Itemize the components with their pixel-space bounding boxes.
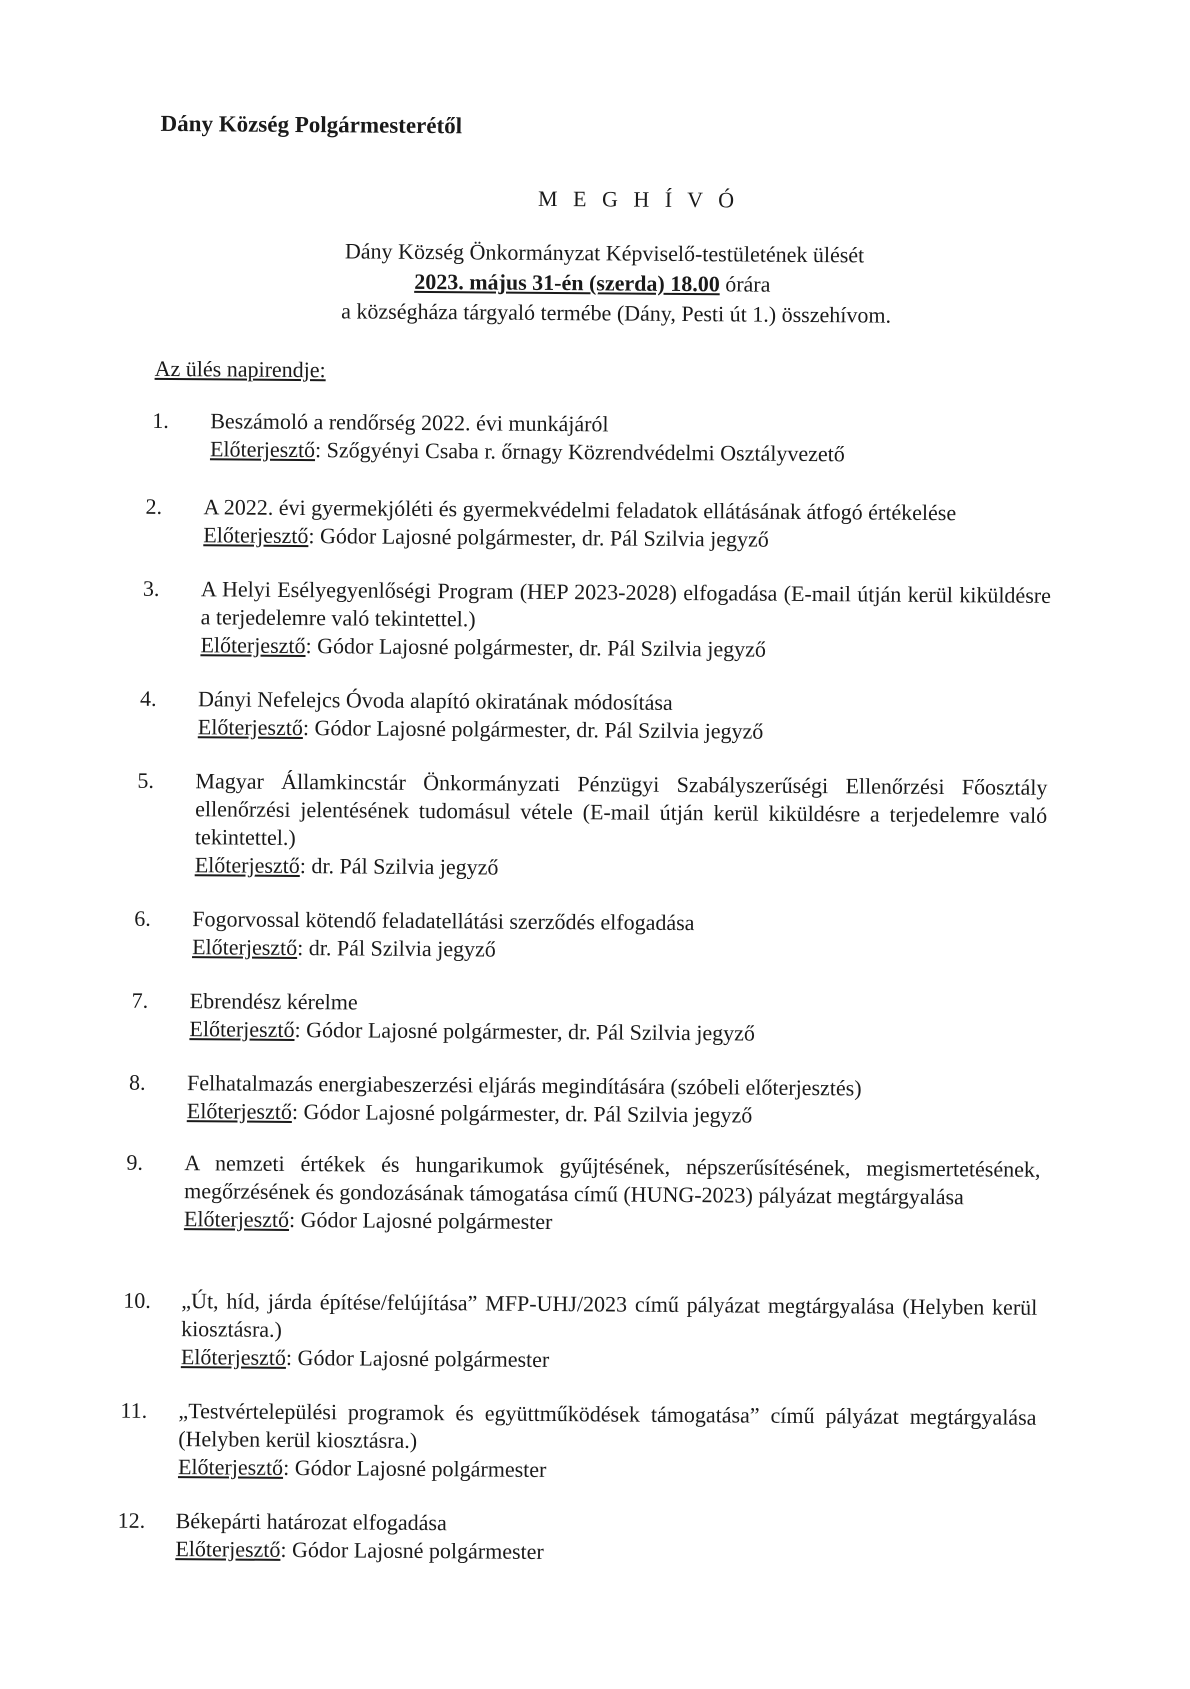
agenda-item-text: „Út, híd, járda építése/felújítása” MFP-UHJ/2023 című pályázat megtárgyalása (Helyben kerül kiosztásra.) xyxy=(181,1288,1038,1342)
agenda-item-number: 4. xyxy=(139,685,157,711)
agenda-item-number: 11. xyxy=(120,1397,148,1423)
presenter-name: Gódor Lajosné polgármester, dr. Pál Szilvia jegyző xyxy=(303,1099,753,1128)
agenda-item-presenter: Előterjesztő: dr. Pál Szilvia jegyző xyxy=(192,934,496,962)
presenter-name: Gódor Lajosné polgármester xyxy=(300,1207,553,1235)
agenda-item-text: A Helyi Esélyegyenlőségi Program (HEP 2023-2028) elfogadása (E-mail útján kerül kiküldésre a terjedelemre való tekintettel.) xyxy=(200,576,1052,632)
agenda-item-text: Békepárti határozat elfogadása xyxy=(175,1508,447,1536)
document-header: Dány Község Polgármesterétől xyxy=(160,110,463,139)
agenda-label: Az ülés napirendje: xyxy=(154,355,326,383)
agenda-item-number: 3. xyxy=(142,575,160,601)
agenda-item xyxy=(128,1069,947,1131)
presenter-name: Gódor Lajosné polgármester, dr. Pál Szilvia jegyző xyxy=(317,633,767,662)
agenda-item-number: 6. xyxy=(134,905,151,931)
agenda-item-text: A 2022. évi gyermekjóléti és gyermekvédelmi feladatok ellátásának átfogó értékelése xyxy=(203,494,957,526)
agenda-item-presenter: Előterjesztő: Gódor Lajosné polgármester, dr. Pál Szilvia jegyző xyxy=(189,1016,756,1046)
agenda-item-presenter: Előterjesztő: dr. Pál Szilvia jegyző xyxy=(194,852,499,880)
agenda-item-text: Ebrendész kérelme xyxy=(189,988,358,1015)
agenda-item-presenter: Előterjesztő: Gódor Lajosné polgármester xyxy=(177,1454,547,1482)
intro-line-1: Dány Község Önkormányzat Képviselő-testületének ülését xyxy=(344,238,865,268)
agenda-item xyxy=(117,1507,875,1568)
agenda-item-text: Magyar Államkincstár Önkormányzati Pénzügyi Szabályszerűségi Ellenőrzési Főosztály ellenőrzési jelentésének tudomásul vétele (E-mail útján kerül kiküldésre a terjedelemre való tekintettel.) xyxy=(194,768,1048,850)
presenter-name: Gódor Lajosné polgármester xyxy=(297,1345,550,1372)
presenter-label: Előterjesztő xyxy=(180,1344,287,1370)
agenda-item xyxy=(134,905,892,966)
agenda-item-number: 5. xyxy=(137,767,155,793)
presenter-label: Előterjesztő xyxy=(203,522,309,549)
agenda-item-text: A nemzeti értékek és hungarikumok gyűjtésének, népszerűsítésének, megismertetésének, megőrzésének és gondozásának támogatása című (HUNG-2023) pályázat megtárgyalása xyxy=(184,1150,1041,1210)
agenda-item-text: Fogorvossal kötendő feladatellátási szerződés elfogadása xyxy=(192,906,695,936)
agenda-item xyxy=(139,685,898,746)
agenda-item xyxy=(131,987,889,1048)
document-title: M E G H Í V Ó xyxy=(537,185,740,213)
agenda-item-number: 9. xyxy=(126,1149,144,1175)
presenter-name: Gódor Lajosné polgármester xyxy=(292,1536,544,1564)
presenter-label: Előterjesztő xyxy=(183,1206,290,1232)
agenda-item-presenter: Előterjesztő: Gódor Lajosné polgármester, dr. Pál Szilvia jegyző xyxy=(200,632,767,662)
agenda-item-presenter: Előterjesztő: Gódor Lajosné polgármester, dr. Pál Szilvia jegyző xyxy=(186,1098,753,1128)
presenter-name: Gódor Lajosné polgármester, dr. Pál Szilvia jegyző xyxy=(306,1017,756,1046)
presenter-name: Gódor Lajosné polgármester xyxy=(294,1454,547,1482)
agenda-item xyxy=(126,1149,1041,1240)
presenter-label: Előterjesztő xyxy=(192,934,298,961)
agenda-item-number: 8. xyxy=(128,1069,146,1095)
agenda-item xyxy=(142,575,1052,666)
agenda-item-number: 10. xyxy=(123,1287,151,1313)
agenda-item-text: Felhatalmazás energiabeszerzési eljárás megindítására (szóbeli előterjesztés) xyxy=(186,1070,862,1101)
agenda-item-text: Beszámoló a rendőrség 2022. évi munkájáról xyxy=(210,408,609,437)
agenda-item-text: „Testvértelepülési programok és együttműködések támogatása” című pályázat megtárgyalása (Helyben kerül kiosztásra.) xyxy=(178,1398,1037,1453)
presenter-label: Előterjesztő xyxy=(189,1016,295,1042)
presenter-name: Gódor Lajosné polgármester, dr. Pál Szilvia jegyző xyxy=(319,523,769,552)
presenter-label: Előterjesztő xyxy=(197,714,304,741)
presenter-label: Előterjesztő xyxy=(209,436,316,463)
intro-line-3: a községháza tárgyaló termébe (Dány, Pesti út 1.) összehívom. xyxy=(341,298,892,328)
agenda-item-number: 2. xyxy=(145,493,163,519)
presenter-label: Előterjesztő xyxy=(175,1536,281,1562)
agenda-item-number: 1. xyxy=(152,407,169,433)
agenda-item xyxy=(137,767,1048,886)
presenter-label: Előterjesztő xyxy=(177,1454,284,1480)
presenter-name: Szőgyényi Csaba r. őrnagy Közrendvédelmi Osztályvezető xyxy=(326,437,845,467)
presenter-label: Előterjesztő xyxy=(194,852,300,879)
meeting-time-suffix: órára xyxy=(719,271,771,297)
meeting-date: 2023. május 31-én (szerda) 18.00 xyxy=(414,268,720,297)
presenter-label: Előterjesztő xyxy=(200,632,306,659)
agenda-item xyxy=(145,493,1033,556)
presenter-name: dr. Pál Szilvia jegyző xyxy=(308,935,496,962)
agenda-item-number: 12. xyxy=(117,1507,146,1533)
agenda-item-presenter: Előterjesztő: Gódor Lajosné polgármester, dr. Pál Szilvia jegyző xyxy=(197,714,764,744)
agenda-item-presenter: Előterjesztő: Szőgyényi Csaba r. őrnagy Közrendvédelmi Osztályvezető xyxy=(209,436,845,467)
agenda-item-presenter: Előterjesztő: Gódor Lajosné polgármester xyxy=(183,1206,553,1235)
agenda-item xyxy=(123,1287,1038,1378)
agenda-item xyxy=(120,1397,1037,1488)
presenter-name: dr. Pál Szilvia jegyző xyxy=(311,853,499,880)
agenda-item-presenter: Előterjesztő: Gódor Lajosné polgármester, dr. Pál Szilvia jegyző xyxy=(203,522,769,552)
presenter-name: Gódor Lajosné polgármester, dr. Pál Szilvia jegyző xyxy=(314,715,764,744)
agenda-item xyxy=(152,407,910,468)
presenter-label: Előterjesztő xyxy=(186,1098,293,1124)
agenda-item-presenter: Előterjesztő: Gódor Lajosné polgármester xyxy=(180,1344,550,1372)
agenda-item-text: Dányi Nefelejcs Óvoda alapító okiratának módosítása xyxy=(197,686,673,715)
agenda-item-presenter: Előterjesztő: Gódor Lajosné polgármester xyxy=(175,1536,544,1564)
agenda-item-number: 7. xyxy=(131,987,149,1013)
